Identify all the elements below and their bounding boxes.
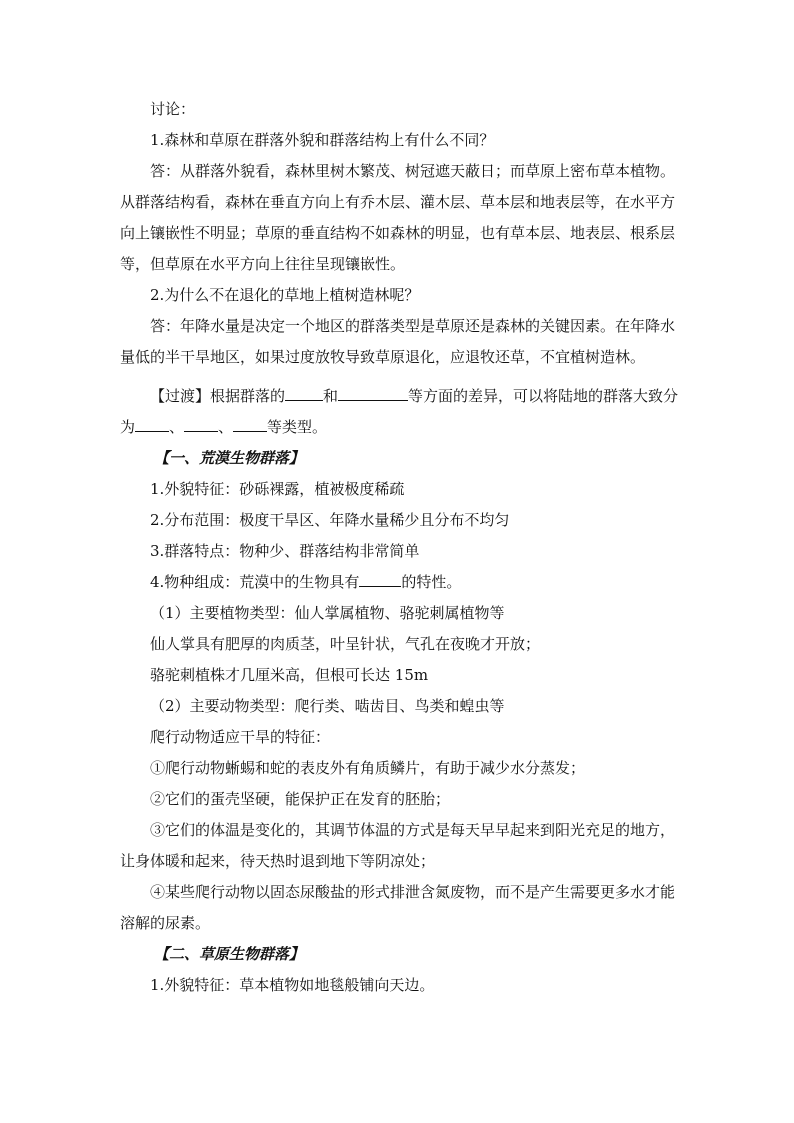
transition-text-3: 等方面的差异，可以将陆地的群落大致分为 bbox=[120, 387, 679, 436]
fill-blank bbox=[285, 386, 323, 401]
cactus-note: 仙人掌具有肥厚的肉质茎，叶呈针状，气孔在夜晚才开放； bbox=[150, 635, 541, 653]
question-1: 1.森林和草原在群落外貌和群落结构上有什么不同？ bbox=[150, 131, 495, 149]
document-body bbox=[120, 94, 680, 1001]
desert-distribution: 2.分布范围：极度干旱区、年降水量稀少且分布不均匀 bbox=[150, 511, 510, 529]
grassland-appearance: 1.外貌特征：草本植物如地毯般铺向天边。 bbox=[150, 976, 435, 994]
fill-blank bbox=[359, 572, 401, 587]
transition-text-5: 、 bbox=[218, 418, 234, 436]
transition-text-2: 和 bbox=[323, 387, 339, 405]
desert-species-text: 4.物种组成：荒漠中的生物具有 bbox=[150, 573, 360, 591]
desert-appearance: 1.外貌特征：砂砾裸露，植被极度稀疏 bbox=[150, 480, 405, 498]
fill-blank bbox=[233, 417, 267, 432]
reptile-feature-1: ①爬行动物蜥蜴和蛇的表皮外有角质鳞片，有助于减少水分蒸发； bbox=[150, 759, 586, 777]
reptile-feature-2: ②它们的蛋壳坚硬，能保护正在发育的胚胎； bbox=[150, 790, 451, 808]
fill-blank bbox=[338, 386, 408, 401]
desert-species-text-end: 的特性。 bbox=[401, 573, 462, 591]
transition-paragraph bbox=[120, 381, 680, 443]
desert-species bbox=[120, 567, 680, 598]
camelthorn-note: 骆驼刺植株才几厘米高，但根可长达 15m bbox=[150, 666, 429, 684]
section-title-desert: 【一、荒漠生物群落】 bbox=[154, 449, 305, 467]
reptile-feature-3: ③它们的体温是变化的，其调节体温的方式是每天早早起来到阳光充足的地方，让身体暖和起来，待天热时退到地下等阴凉处； bbox=[120, 821, 676, 870]
transition-text-4: 、 bbox=[169, 418, 185, 436]
reptile-heading: 爬行动物适应干旱的特征： bbox=[150, 728, 331, 746]
answer-2: 答：年降水量是决定一个地区的群落类型是草原还是森林的关键因素。在年降水量低的半干旱地区，如果过度放牧导致草原退化，应退牧还草，不宜植树造林。 bbox=[120, 317, 676, 366]
discussion-label: 讨论： bbox=[150, 100, 196, 118]
reptile-feature-4: ④某些爬行动物以固态尿酸盐的形式排泄含氮废物，而不是产生需要更多水才能溶解的尿素。 bbox=[120, 883, 676, 932]
transition-text-1: 【过渡】根据群落的 bbox=[150, 387, 286, 405]
desert-plants: （1）主要植物类型：仙人掌属植物、骆驼刺属植物等 bbox=[150, 604, 505, 622]
desert-features: 3.群落特点：物种少、群落结构非常简单 bbox=[150, 542, 420, 560]
section-title-grassland: 【二、草原生物群落】 bbox=[154, 945, 305, 963]
desert-animals: （2）主要动物类型：爬行类、啮齿目、鸟类和蝗虫等 bbox=[150, 697, 505, 715]
question-2: 2.为什么不在退化的草地上植树造林呢？ bbox=[150, 286, 420, 304]
fill-blank bbox=[135, 417, 169, 432]
answer-1: 答：从群落外貌看，森林里树木繁茂、树冠遮天蔽日；而草原上密布草本植物。从群落结构看，森林在垂直方向上有乔木层、灌木层、草本层和地表层等，在水平方向上镶嵌性不明显；草原的垂直结构不如森林的明显，也有草本层、地表层、根系层等，但草原在水平方向上往往呈现镶嵌性。 bbox=[120, 162, 676, 273]
transition-text-6: 等类型。 bbox=[267, 418, 328, 436]
fill-blank bbox=[184, 417, 218, 432]
